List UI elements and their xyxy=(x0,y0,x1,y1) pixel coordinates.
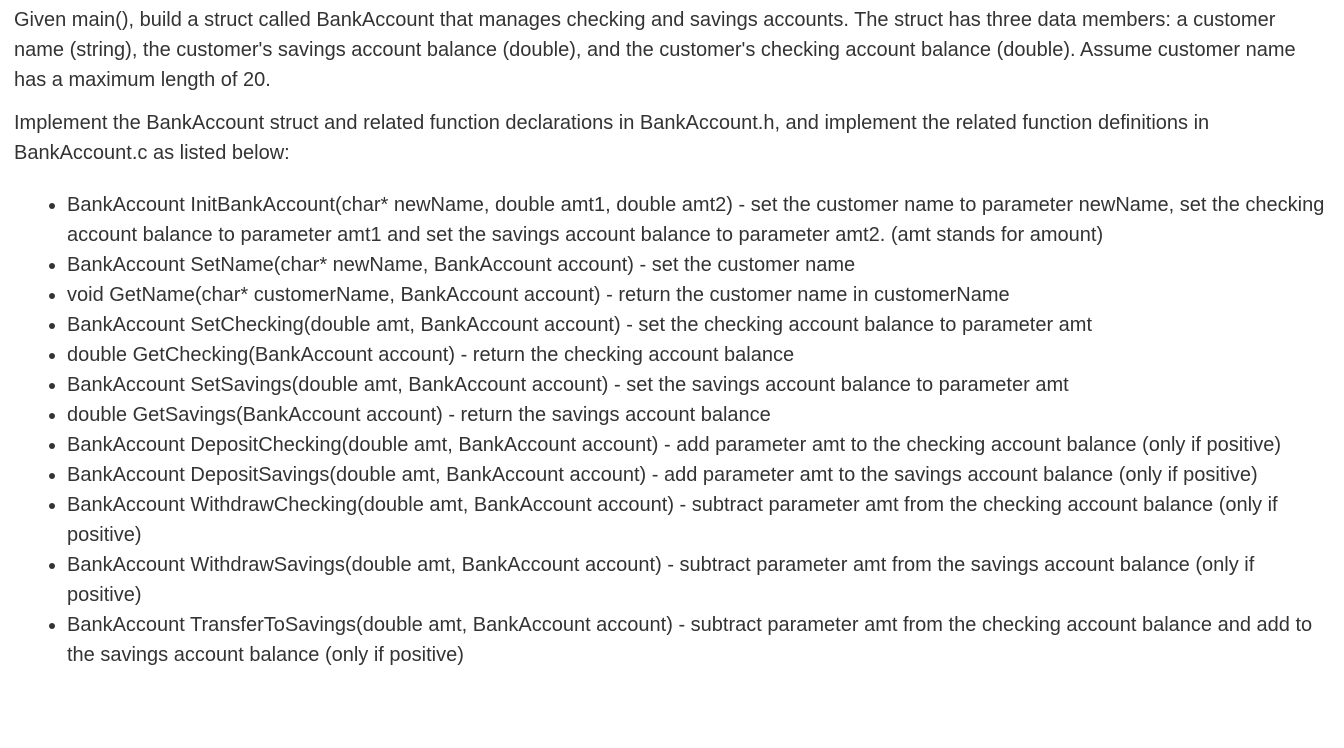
function-item-withdraw-checking: • BankAccount WithdrawChecking(double amt, BankAccount account) - subtract parameter amt from the checking account balance (only if positive) xyxy=(67,490,1330,550)
function-item-withdraw-savings: • BankAccount WithdrawSavings(double amt, BankAccount account) - subtract parameter amt from the savings account balance (only if positive) xyxy=(67,550,1330,610)
function-item-set-checking: • BankAccount SetChecking(double amt, BankAccount account) - set the checking account balance to parameter amt xyxy=(67,310,1330,340)
function-item-transfer-to-savings: • BankAccount TransferToSavings(double amt, BankAccount account) - subtract parameter amt from the checking account balance and add to the savings account balance (only if positive) xyxy=(67,610,1330,670)
instructions-paragraph: Implement the BankAccount struct and related function declarations in BankAccount.h, and implement the related function definitions in BankAccount.c as listed below: xyxy=(14,112,1210,164)
function-item-deposit-savings: • BankAccount DepositSavings(double amt, BankAccount account) - add parameter amt to the savings account balance (only if positive) xyxy=(67,460,1330,490)
function-item-init: • BankAccount InitBankAccount(char* newName, double amt1, double amt2) - set the customer name to parameter newName, set the checking account balance to parameter amt1 and set the savings account balance to parameter amt2. (amt stands for amount) xyxy=(67,190,1330,250)
function-item-deposit-checking: • BankAccount DepositChecking(double amt, BankAccount account) - add parameter amt to the checking account balance (only if positive) xyxy=(67,430,1330,460)
function-item-set-name: • BankAccount SetName(char* newName, BankAccount account) - set the customer name xyxy=(67,250,1330,280)
function-item-get-savings: • double GetSavings(BankAccount account) - return the savings account balance xyxy=(67,400,1330,430)
function-list xyxy=(14,190,1330,670)
intro-paragraph: Given main(), build a struct called BankAccount that manages checking and savings accounts. The struct has three data members: a customer name (string), the customer's savings account balance (double), and the customer's checking account balance (double). Assume customer name has a maximum length of 20. xyxy=(14,9,1296,91)
function-item-get-name: • void GetName(char* customerName, BankAccount account) - return the customer name in customerName xyxy=(67,280,1330,310)
function-item-get-checking: • double GetChecking(BankAccount account) - return the checking account balance xyxy=(67,340,1330,370)
function-item-set-savings: • BankAccount SetSavings(double amt, BankAccount account) - set the savings account balance to parameter amt xyxy=(67,370,1330,400)
